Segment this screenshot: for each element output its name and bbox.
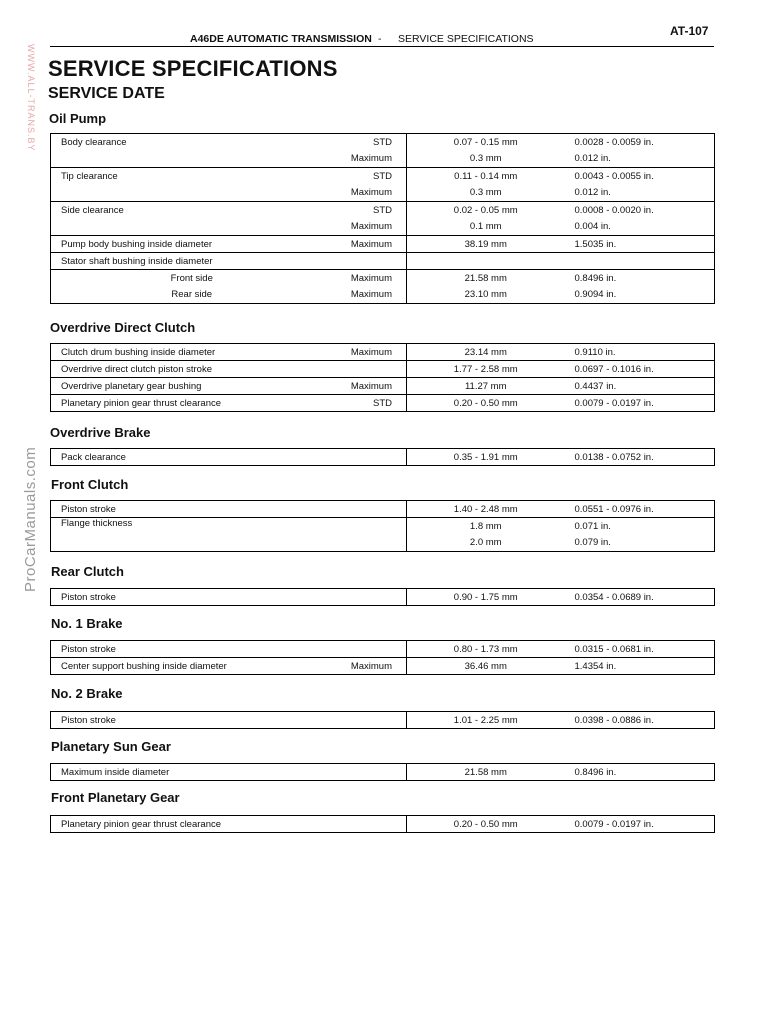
spec-condition: Maximum	[327, 344, 407, 361]
spec-metric: 23.10 mm	[407, 287, 565, 304]
section-title-front-clutch: Front Clutch	[51, 477, 129, 492]
table-row	[51, 168, 715, 185]
spec-condition	[327, 361, 407, 378]
table-row	[51, 641, 715, 658]
spec-item	[51, 219, 327, 236]
spec-metric: 21.58 mm	[407, 764, 565, 781]
spec-imperial: 0.0043 - 0.0055 in.	[565, 168, 715, 185]
spec-condition	[327, 712, 407, 729]
spec-condition: STD	[327, 395, 407, 412]
spec-item-text: Flange thickness	[61, 517, 133, 529]
table-row	[51, 344, 715, 361]
spec-imperial: 0.0697 - 0.1016 in.	[565, 361, 715, 378]
spec-metric: 0.02 - 0.05 mm	[407, 202, 565, 219]
spec-imperial: 0.9110 in.	[565, 344, 715, 361]
spec-imperial: 0.0354 - 0.0689 in.	[565, 589, 715, 606]
spec-imperial	[565, 253, 715, 270]
spec-condition: Maximum	[327, 287, 407, 304]
spec-condition	[327, 764, 407, 781]
spec-imperial: 0.079 in.	[565, 535, 715, 552]
spec-metric: 0.11 - 0.14 mm	[407, 168, 565, 185]
spec-item: Pump body bushing inside diameter	[51, 236, 327, 253]
spec-imperial: 0.0315 - 0.0681 in.	[565, 641, 715, 658]
table-row	[51, 287, 715, 304]
spec-item: Piston stroke	[51, 712, 327, 729]
spec-metric: 38.19 mm	[407, 236, 565, 253]
spec-metric: 1.40 - 2.48 mm	[407, 501, 565, 518]
spec-condition: Maximum	[327, 378, 407, 395]
manual-title: A46DE AUTOMATIC TRANSMISSION	[190, 33, 372, 45]
spec-item	[51, 535, 327, 552]
spec-item	[51, 518, 327, 535]
table-row	[51, 253, 715, 270]
spec-metric: 0.1 mm	[407, 219, 565, 236]
table-row	[51, 518, 715, 535]
spec-metric: 21.58 mm	[407, 270, 565, 287]
table-row	[51, 378, 715, 395]
spec-imperial: 0.0079 - 0.0197 in.	[565, 816, 715, 833]
spec-condition	[327, 816, 407, 833]
spec-item	[51, 151, 327, 168]
spec-imperial: 0.0008 - 0.0020 in.	[565, 202, 715, 219]
spec-item: Pack clearance	[51, 449, 327, 466]
spec-metric: 0.07 - 0.15 mm	[407, 134, 565, 151]
spec-item: Center support bushing inside diameter	[51, 658, 327, 675]
spec-metric: 11.27 mm	[407, 378, 565, 395]
spec-imperial: 1.5035 in.	[565, 236, 715, 253]
page-title: SERVICE SPECIFICATIONS	[48, 56, 338, 81]
section-title-no2-brake: No. 2 Brake	[51, 686, 123, 701]
section-title-no1-brake: No. 1 Brake	[51, 616, 123, 631]
spec-metric: 0.20 - 0.50 mm	[407, 816, 565, 833]
spec-metric: 0.20 - 0.50 mm	[407, 395, 565, 412]
spec-imperial: 0.4437 in.	[565, 378, 715, 395]
spec-metric: 36.46 mm	[407, 658, 565, 675]
table-row	[51, 151, 715, 168]
spec-item: Front side	[51, 270, 327, 287]
spec-item: Maximum inside diameter	[51, 764, 327, 781]
spec-imperial: 0.9094 in.	[565, 287, 715, 304]
spec-table-no1-brake	[50, 640, 715, 675]
header-subtitle: SERVICE SPECIFICATIONS	[398, 33, 534, 45]
watermark-top: WWW.ALL-TRANS.BY	[26, 44, 36, 152]
spec-condition: STD	[373, 170, 392, 182]
table-row	[51, 236, 715, 253]
spec-imperial: 0.8496 in.	[565, 270, 715, 287]
section-title-overdrive-brake: Overdrive Brake	[50, 425, 151, 440]
spec-imperial: 0.8496 in.	[565, 764, 715, 781]
spec-item: Stator shaft bushing inside diameter	[51, 253, 327, 270]
spec-item	[51, 185, 327, 202]
spec-table-overdrive-direct-clutch	[50, 343, 715, 412]
section-title-overdrive-direct-clutch: Overdrive Direct Clutch	[50, 320, 196, 335]
spec-imperial: 0.071 in.	[565, 518, 715, 535]
table-row	[51, 361, 715, 378]
spec-imperial: 0.0138 - 0.0752 in.	[565, 449, 715, 466]
spec-table-oil-pump	[50, 133, 715, 304]
spec-condition	[327, 501, 407, 518]
section-title-front-planetary-gear: Front Planetary Gear	[51, 790, 180, 805]
spec-table-planetary-sun-gear	[50, 763, 715, 781]
spec-condition: Maximum	[327, 151, 407, 168]
spec-item: Side clearance	[51, 202, 327, 219]
spec-imperial: 1.4354 in.	[565, 658, 715, 675]
spec-metric: 0.90 - 1.75 mm	[407, 589, 565, 606]
spec-item: Piston stroke	[51, 501, 327, 518]
page-number: AT-107	[670, 24, 709, 38]
spec-imperial: 0.0079 - 0.0197 in.	[565, 395, 715, 412]
spec-metric	[407, 253, 565, 270]
spec-item: Planetary pinion gear thrust clearance	[51, 816, 327, 833]
spec-item: Tip clearance	[51, 168, 327, 185]
table-row	[51, 395, 715, 412]
table-row	[51, 219, 715, 236]
spec-item: Clutch drum bushing inside diameter	[51, 344, 327, 361]
table-row	[51, 270, 715, 287]
spec-item: Piston stroke	[51, 589, 327, 606]
spec-imperial: 0.0551 - 0.0976 in.	[565, 501, 715, 518]
table-row	[51, 712, 715, 729]
section-title-oil-pump: Oil Pump	[49, 111, 107, 126]
spec-condition: STD	[373, 204, 392, 216]
spec-imperial: 0.0398 - 0.0886 in.	[565, 712, 715, 729]
spec-condition	[327, 535, 407, 552]
spec-condition	[327, 641, 407, 658]
spec-table-front-planetary-gear	[50, 815, 715, 833]
spec-condition	[327, 449, 407, 466]
spec-item: Body clearance	[51, 134, 327, 151]
watermark-side: ProCarManuals.com	[22, 446, 39, 592]
spec-imperial: 0.012 in.	[565, 185, 715, 202]
spec-metric: 0.35 - 1.91 mm	[407, 449, 565, 466]
spec-condition: Maximum	[327, 185, 407, 202]
page-subtitle: SERVICE DATE	[48, 85, 165, 102]
table-row	[51, 501, 715, 518]
spec-imperial: 0.0028 - 0.0059 in.	[565, 134, 715, 151]
spec-metric: 0.80 - 1.73 mm	[407, 641, 565, 658]
section-title-planetary-sun-gear: Planetary Sun Gear	[51, 739, 171, 754]
spec-item: Piston stroke	[51, 641, 327, 658]
spec-metric: 1.01 - 2.25 mm	[407, 712, 565, 729]
spec-condition: Maximum	[327, 219, 407, 236]
spec-condition: STD	[327, 134, 407, 151]
table-row	[51, 764, 715, 781]
spec-condition	[327, 518, 407, 535]
spec-condition	[327, 253, 407, 270]
spec-condition: Maximum	[327, 658, 407, 675]
spec-table-front-clutch	[50, 500, 715, 552]
spec-item: Overdrive planetary gear bushing	[51, 378, 327, 395]
spec-table-overdrive-brake	[50, 448, 715, 466]
section-title-rear-clutch: Rear Clutch	[51, 564, 124, 579]
table-row	[51, 589, 715, 606]
spec-item: Planetary pinion gear thrust clearance	[51, 395, 327, 412]
table-row	[51, 535, 715, 552]
table-row	[51, 185, 715, 202]
spec-condition: Maximum	[350, 272, 392, 284]
header-rule	[50, 46, 714, 47]
spec-metric: 1.77 - 2.58 mm	[407, 361, 565, 378]
spec-imperial: 0.004 in.	[565, 219, 715, 236]
header-separator: -	[378, 33, 382, 45]
table-row	[51, 658, 715, 675]
spec-imperial: 0.012 in.	[565, 151, 715, 168]
table-row	[51, 134, 715, 151]
spec-metric: 23.14 mm	[407, 344, 565, 361]
spec-condition	[327, 589, 407, 606]
spec-condition: Maximum	[327, 236, 407, 253]
spec-metric: 0.3 mm	[407, 185, 565, 202]
spec-item: Overdrive direct clutch piston stroke	[51, 361, 327, 378]
table-row	[51, 202, 715, 219]
spec-metric: 1.8 mm	[407, 518, 565, 535]
table-row	[51, 816, 715, 833]
spec-table-rear-clutch	[50, 588, 715, 606]
spec-metric: 0.3 mm	[407, 151, 565, 168]
table-row	[51, 449, 715, 466]
spec-metric: 2.0 mm	[407, 535, 565, 552]
spec-item: Rear side	[51, 287, 327, 304]
spec-table-no2-brake	[50, 711, 715, 729]
